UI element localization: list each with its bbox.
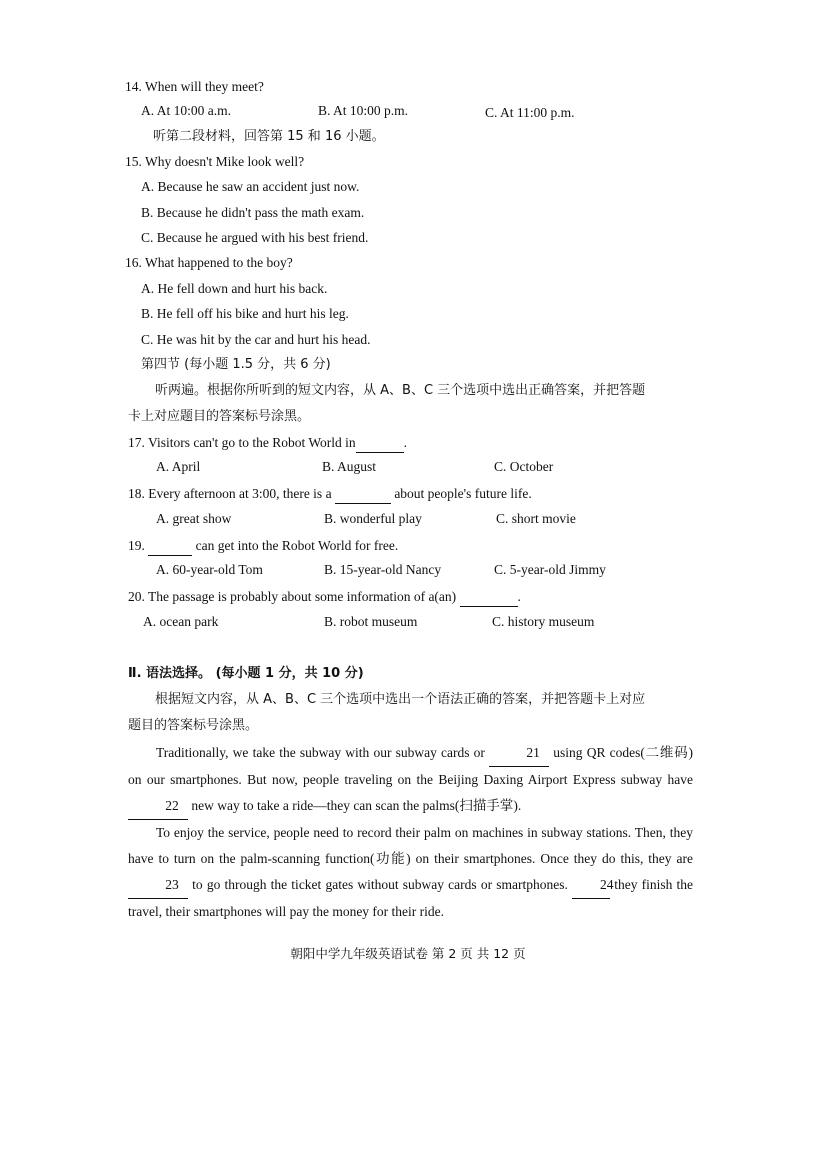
passage-text: using QR codes(二维码) on our smartphones. But now, people traveling on the Beijing Daxing Airport Express subway have <box>128 745 694 787</box>
part-4-instructions-1: 听两遍。根据你所听到的短文内容，从 A、B、C 三个选项中选出正确答案，并把答题 <box>155 383 646 398</box>
section-ii-instructions-1: 根据短文内容，从 A、B、C 三个选项中选出一个语法正确的答案，并把答题卡上对应 <box>155 692 646 707</box>
q18-option-c: C. short movie <box>496 511 576 526</box>
question-16: 16. What happened to the boy? <box>125 255 293 270</box>
question-14: 14. When will they meet? <box>125 79 264 94</box>
passage-text: to go through the ticket gates without subway cards or smartphones. <box>192 877 568 892</box>
q14-option-c: C. At 11:00 p.m. <box>485 105 575 120</box>
passage-text: they finish the travel, their smartphones will pay the money for their ride. <box>128 877 694 919</box>
q14-option-a: A. At 10:00 a.m. <box>141 103 231 118</box>
question-20 <box>128 588 521 607</box>
q15-option-c: C. Because he argued with his best friend. <box>141 230 369 245</box>
page-footer: 朝阳中学九年级英语试卷 第 2 页 共 12 页 <box>290 946 526 961</box>
q18-text-end: about people's future life. <box>394 486 532 501</box>
q20-option-b: B. robot museum <box>324 614 418 629</box>
passage-text: new way to take a ride—they can scan the palms(扫描手掌). <box>191 798 522 813</box>
q19-option-b: B. 15-year-old Nancy <box>324 562 442 577</box>
q17-option-b: B. August <box>322 459 377 474</box>
q16-option-b: B. He fell off his bike and hurt his leg. <box>141 306 349 321</box>
grammar-passage <box>128 740 693 925</box>
q20-text: 20. The passage is probably about some information of a(an) <box>128 589 457 604</box>
q20-blank <box>460 588 518 607</box>
q17-blank <box>356 434 404 453</box>
q20-option-c: C. history museum <box>492 614 595 629</box>
part-4-title: 第四节 (每小题 1.5 分，共 6 分) <box>141 357 331 372</box>
blank-23: 23 <box>128 872 188 899</box>
blank-22: 22 <box>128 793 188 820</box>
question-19 <box>128 537 398 556</box>
blank-21: 21 <box>489 740 549 767</box>
q16-option-c: C. He was hit by the car and hurt his head. <box>141 332 371 347</box>
passage-paragraph-1 <box>128 740 693 820</box>
q17-option-c: C. October <box>494 459 554 474</box>
question-17 <box>128 434 407 453</box>
q19-option-a: A. 60-year-old Tom <box>156 562 263 577</box>
q18-option-b: B. wonderful play <box>324 511 422 526</box>
q15-option-b: B. Because he didn't pass the math exam. <box>141 205 365 220</box>
q19-option-c: C. 5-year-old Jimmy <box>494 562 606 577</box>
q20-option-a: A. ocean park <box>143 614 219 629</box>
q18-text: 18. Every afternoon at 3:00, there is a <box>128 486 332 501</box>
section-ii-score: (每小题 1 分，共 10 分) <box>215 666 364 681</box>
q18-option-a: A. great show <box>156 511 232 526</box>
passage-text: To enjoy the service, people need to record their palm on machines in subway stations. Then, they have to turn on the palm-scanning function(功能) on their smartphones. Once they do this, they are <box>128 825 693 866</box>
section-2-note: 听第二段材料，回答第 15 和 16 小题。 <box>153 129 385 144</box>
q18-blank <box>335 485 391 504</box>
passage-text: Traditionally, we take the subway with our subway cards or <box>156 745 485 760</box>
q14-option-b: B. At 10:00 p.m. <box>318 103 409 118</box>
q17-option-a: A. April <box>156 459 201 474</box>
q16-option-a: A. He fell down and hurt his back. <box>141 281 328 296</box>
part-4-instructions-2: 卡上对应题目的答案标号涂黑。 <box>128 409 311 424</box>
q19-text: 19. <box>128 538 145 553</box>
q17-text-end: . <box>403 435 408 450</box>
q19-text-end: can get into the Robot World for free. <box>195 538 399 553</box>
passage-paragraph-2 <box>128 820 693 925</box>
section-ii-heading <box>128 665 364 683</box>
blank-24: 24 <box>572 872 610 899</box>
q19-blank <box>148 537 192 556</box>
q17-text: 17. Visitors can't go to the Robot World in <box>128 435 356 450</box>
question-18 <box>128 485 532 504</box>
q20-text-end: . <box>517 589 521 604</box>
question-15: 15. Why doesn't Mike look well? <box>125 154 305 169</box>
section-ii-instructions-2: 题目的答案标号涂黑。 <box>128 718 259 733</box>
section-ii-number: Ⅱ. 语法选择。 <box>128 666 212 681</box>
q15-option-a: A. Because he saw an accident just now. <box>141 179 360 194</box>
